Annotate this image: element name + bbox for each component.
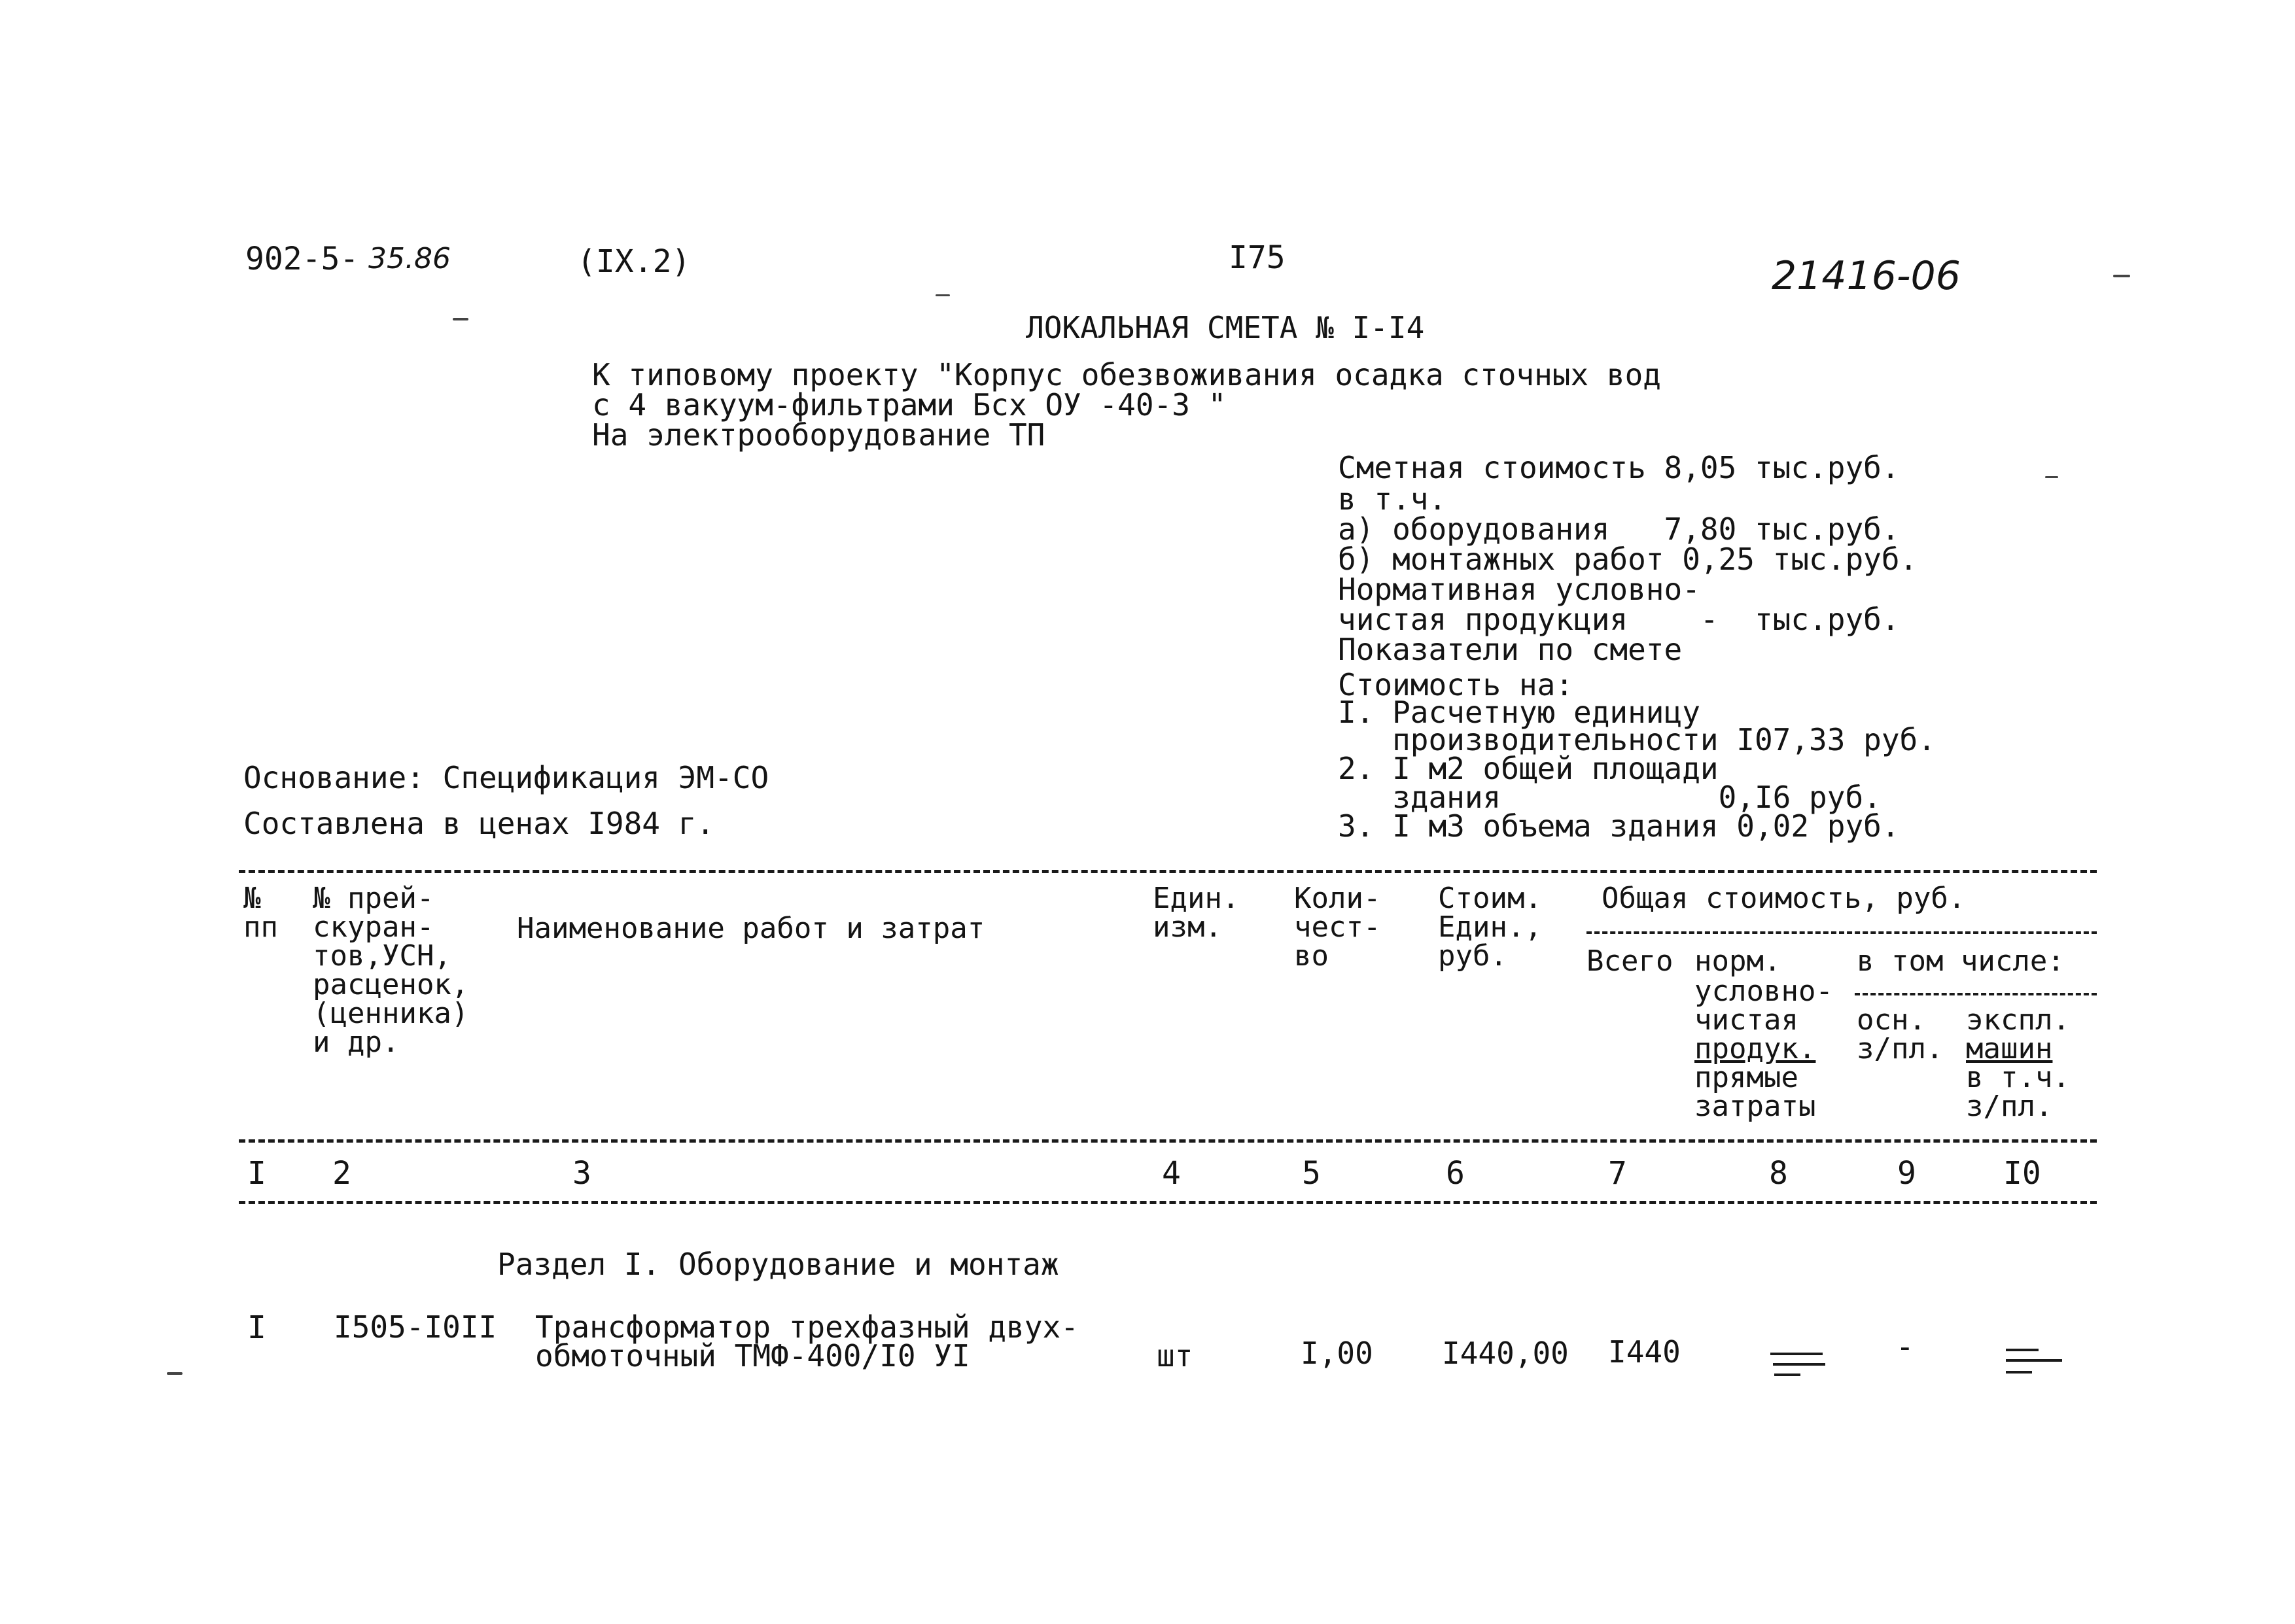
prices-year-line: Составлена в ценах I984 г. bbox=[243, 806, 715, 841]
col10-header-l4: з/пл. bbox=[1966, 1090, 2053, 1123]
colnum-2: 2 bbox=[332, 1155, 351, 1192]
incl-group-rule bbox=[1855, 993, 2097, 995]
scan-speck bbox=[167, 1372, 183, 1375]
col8-header-l1: норм. bbox=[1694, 944, 1781, 978]
colnum-7: 7 bbox=[1608, 1155, 1627, 1192]
doc-code-handwritten: 35.86 bbox=[368, 242, 451, 275]
project-line-1: К типовому проекту "Корпус обезвоживания осадка сточных вод bbox=[592, 357, 1661, 392]
colnum-9: 9 bbox=[1897, 1155, 1916, 1192]
row-unit-cost: I440,00 bbox=[1442, 1336, 1569, 1371]
nil-mark-col8-c bbox=[1774, 1373, 1800, 1376]
col6-header-l3: руб. bbox=[1438, 939, 1507, 973]
colnum-8: 8 bbox=[1769, 1155, 1788, 1192]
summary-line-8: Стоимость на: bbox=[1338, 667, 1574, 702]
col10-header-l2: машин bbox=[1966, 1032, 2053, 1065]
estimate-title: ЛОКАЛЬНАЯ СМЕТА № I-I4 bbox=[1026, 310, 1425, 345]
total-cost-group-header: Общая стоимость, руб. bbox=[1602, 882, 1966, 915]
numbers-bottom-rule bbox=[239, 1201, 2097, 1204]
col8-header-l5: прямые bbox=[1694, 1061, 1798, 1094]
colnum-6: 6 bbox=[1446, 1155, 1465, 1192]
registration-number: 21416-06 bbox=[1772, 253, 1961, 299]
row-num: I bbox=[247, 1309, 266, 1346]
nil-mark-col8-b bbox=[1773, 1363, 1825, 1366]
nil-mark-col10-a bbox=[2006, 1349, 2039, 1351]
table-top-rule bbox=[239, 870, 2097, 873]
col7-header: Всего bbox=[1586, 944, 1673, 978]
col5-header-l3: во bbox=[1294, 939, 1329, 973]
col2-header-l1: № прей- bbox=[313, 882, 434, 915]
colnum-4: 4 bbox=[1162, 1155, 1181, 1192]
col2-header-l2: скуран- bbox=[313, 910, 434, 944]
col4-header-l2: изм. bbox=[1153, 910, 1222, 944]
summary-line-1: Сметная стоимость 8,05 тыс.руб. bbox=[1338, 450, 1900, 485]
summary-line-12: здания 0,I6 руб. bbox=[1338, 780, 1882, 815]
col8-header-l2: условно- bbox=[1694, 975, 1833, 1008]
colnum-5: 5 bbox=[1302, 1155, 1321, 1192]
page-number: I75 bbox=[1229, 239, 1286, 276]
col3-header: Наименование работ и затрат bbox=[517, 912, 985, 945]
summary-line-2: в т.ч. bbox=[1338, 481, 1447, 517]
col10-header-l3: в т.ч. bbox=[1966, 1061, 2070, 1094]
summary-line-4: б) монтажных работ 0,25 тыс.руб. bbox=[1338, 542, 1918, 577]
col8-header-l3: чистая bbox=[1694, 1003, 1798, 1037]
colnum-3: 3 bbox=[572, 1155, 591, 1192]
nil-mark-col8-a bbox=[1770, 1353, 1823, 1355]
col6-header-l1: Стоим. bbox=[1438, 882, 1542, 915]
col8-header-l6: затраты bbox=[1694, 1090, 1816, 1123]
row-name-line-2: обмоточный ТМФ-400/I0 УI bbox=[535, 1338, 970, 1373]
summary-line-13: 3. I м3 объема здания 0,02 руб. bbox=[1338, 808, 1900, 844]
summary-line-3: а) оборудования 7,80 тыс.руб. bbox=[1338, 511, 1900, 547]
project-line-2: с 4 вакуум-фильтрами Бсх ОУ -40-3 " bbox=[592, 387, 1227, 423]
col5-header-l2: чест- bbox=[1294, 910, 1381, 944]
nil-mark-col10-c bbox=[2006, 1371, 2032, 1373]
scan-speck bbox=[2045, 476, 2058, 478]
colnum-10: I0 bbox=[2003, 1155, 2041, 1192]
col8-header-l4: продук. bbox=[1694, 1032, 1816, 1065]
row-unit: шт bbox=[1157, 1338, 1193, 1373]
row-price-code: I505-I0II bbox=[334, 1309, 497, 1345]
row-total: I440 bbox=[1608, 1334, 1681, 1370]
colnum-1: I bbox=[247, 1155, 266, 1192]
incl-group-header: в том числе: bbox=[1857, 944, 2065, 978]
col2-header-l6: и др. bbox=[313, 1026, 400, 1059]
summary-line-6: чистая продукция - тыс.руб. bbox=[1338, 602, 1900, 637]
project-line-3: На электрооборудование ТП bbox=[592, 417, 1045, 453]
section-title: Раздел I. Оборудование и монтаж bbox=[497, 1247, 1059, 1282]
col2-header-l3: тов,УСН, bbox=[313, 939, 451, 973]
row-col9: - bbox=[1896, 1329, 1914, 1364]
col9-header-l1: осн. bbox=[1857, 1003, 1926, 1037]
col5-header-l1: Коли- bbox=[1294, 882, 1381, 915]
nil-mark-col10-b bbox=[2006, 1359, 2062, 1362]
scan-speck bbox=[2113, 275, 2130, 277]
scan-speck bbox=[936, 294, 950, 296]
col9-header-l2: з/пл. bbox=[1857, 1032, 1944, 1065]
row-name-line-1: Трансформатор трехфазный двух- bbox=[535, 1309, 1079, 1345]
scan-speck bbox=[453, 318, 468, 320]
col10-header-l1: экспл. bbox=[1966, 1003, 2070, 1037]
summary-line-7: Показатели по смете bbox=[1338, 632, 1683, 667]
row-quantity: I,00 bbox=[1301, 1336, 1373, 1371]
summary-line-11: 2. I м2 общей площади bbox=[1338, 751, 1719, 786]
header-bottom-rule bbox=[239, 1139, 2097, 1143]
col2-header-l5: (ценника) bbox=[313, 997, 469, 1030]
summary-line-9: I. Расчетную единицу bbox=[1338, 695, 1700, 730]
summary-line-10: производительности I07,33 руб. bbox=[1338, 722, 1936, 757]
col1-header-l2: пп bbox=[243, 910, 278, 944]
col1-header-l1: № bbox=[243, 882, 261, 915]
summary-line-5: Нормативная условно- bbox=[1338, 572, 1700, 607]
col4-header-l1: Един. bbox=[1153, 882, 1240, 915]
col6-header-l2: Един., bbox=[1438, 910, 1542, 944]
col2-header-l4: расценок, bbox=[313, 968, 469, 1001]
total-group-rule bbox=[1586, 931, 2097, 934]
doc-code-prefix: 902-5- bbox=[245, 241, 359, 277]
album-number: (IX.2) bbox=[577, 243, 691, 280]
basis-line: Основание: Спецификация ЭМ-СО bbox=[243, 760, 769, 795]
